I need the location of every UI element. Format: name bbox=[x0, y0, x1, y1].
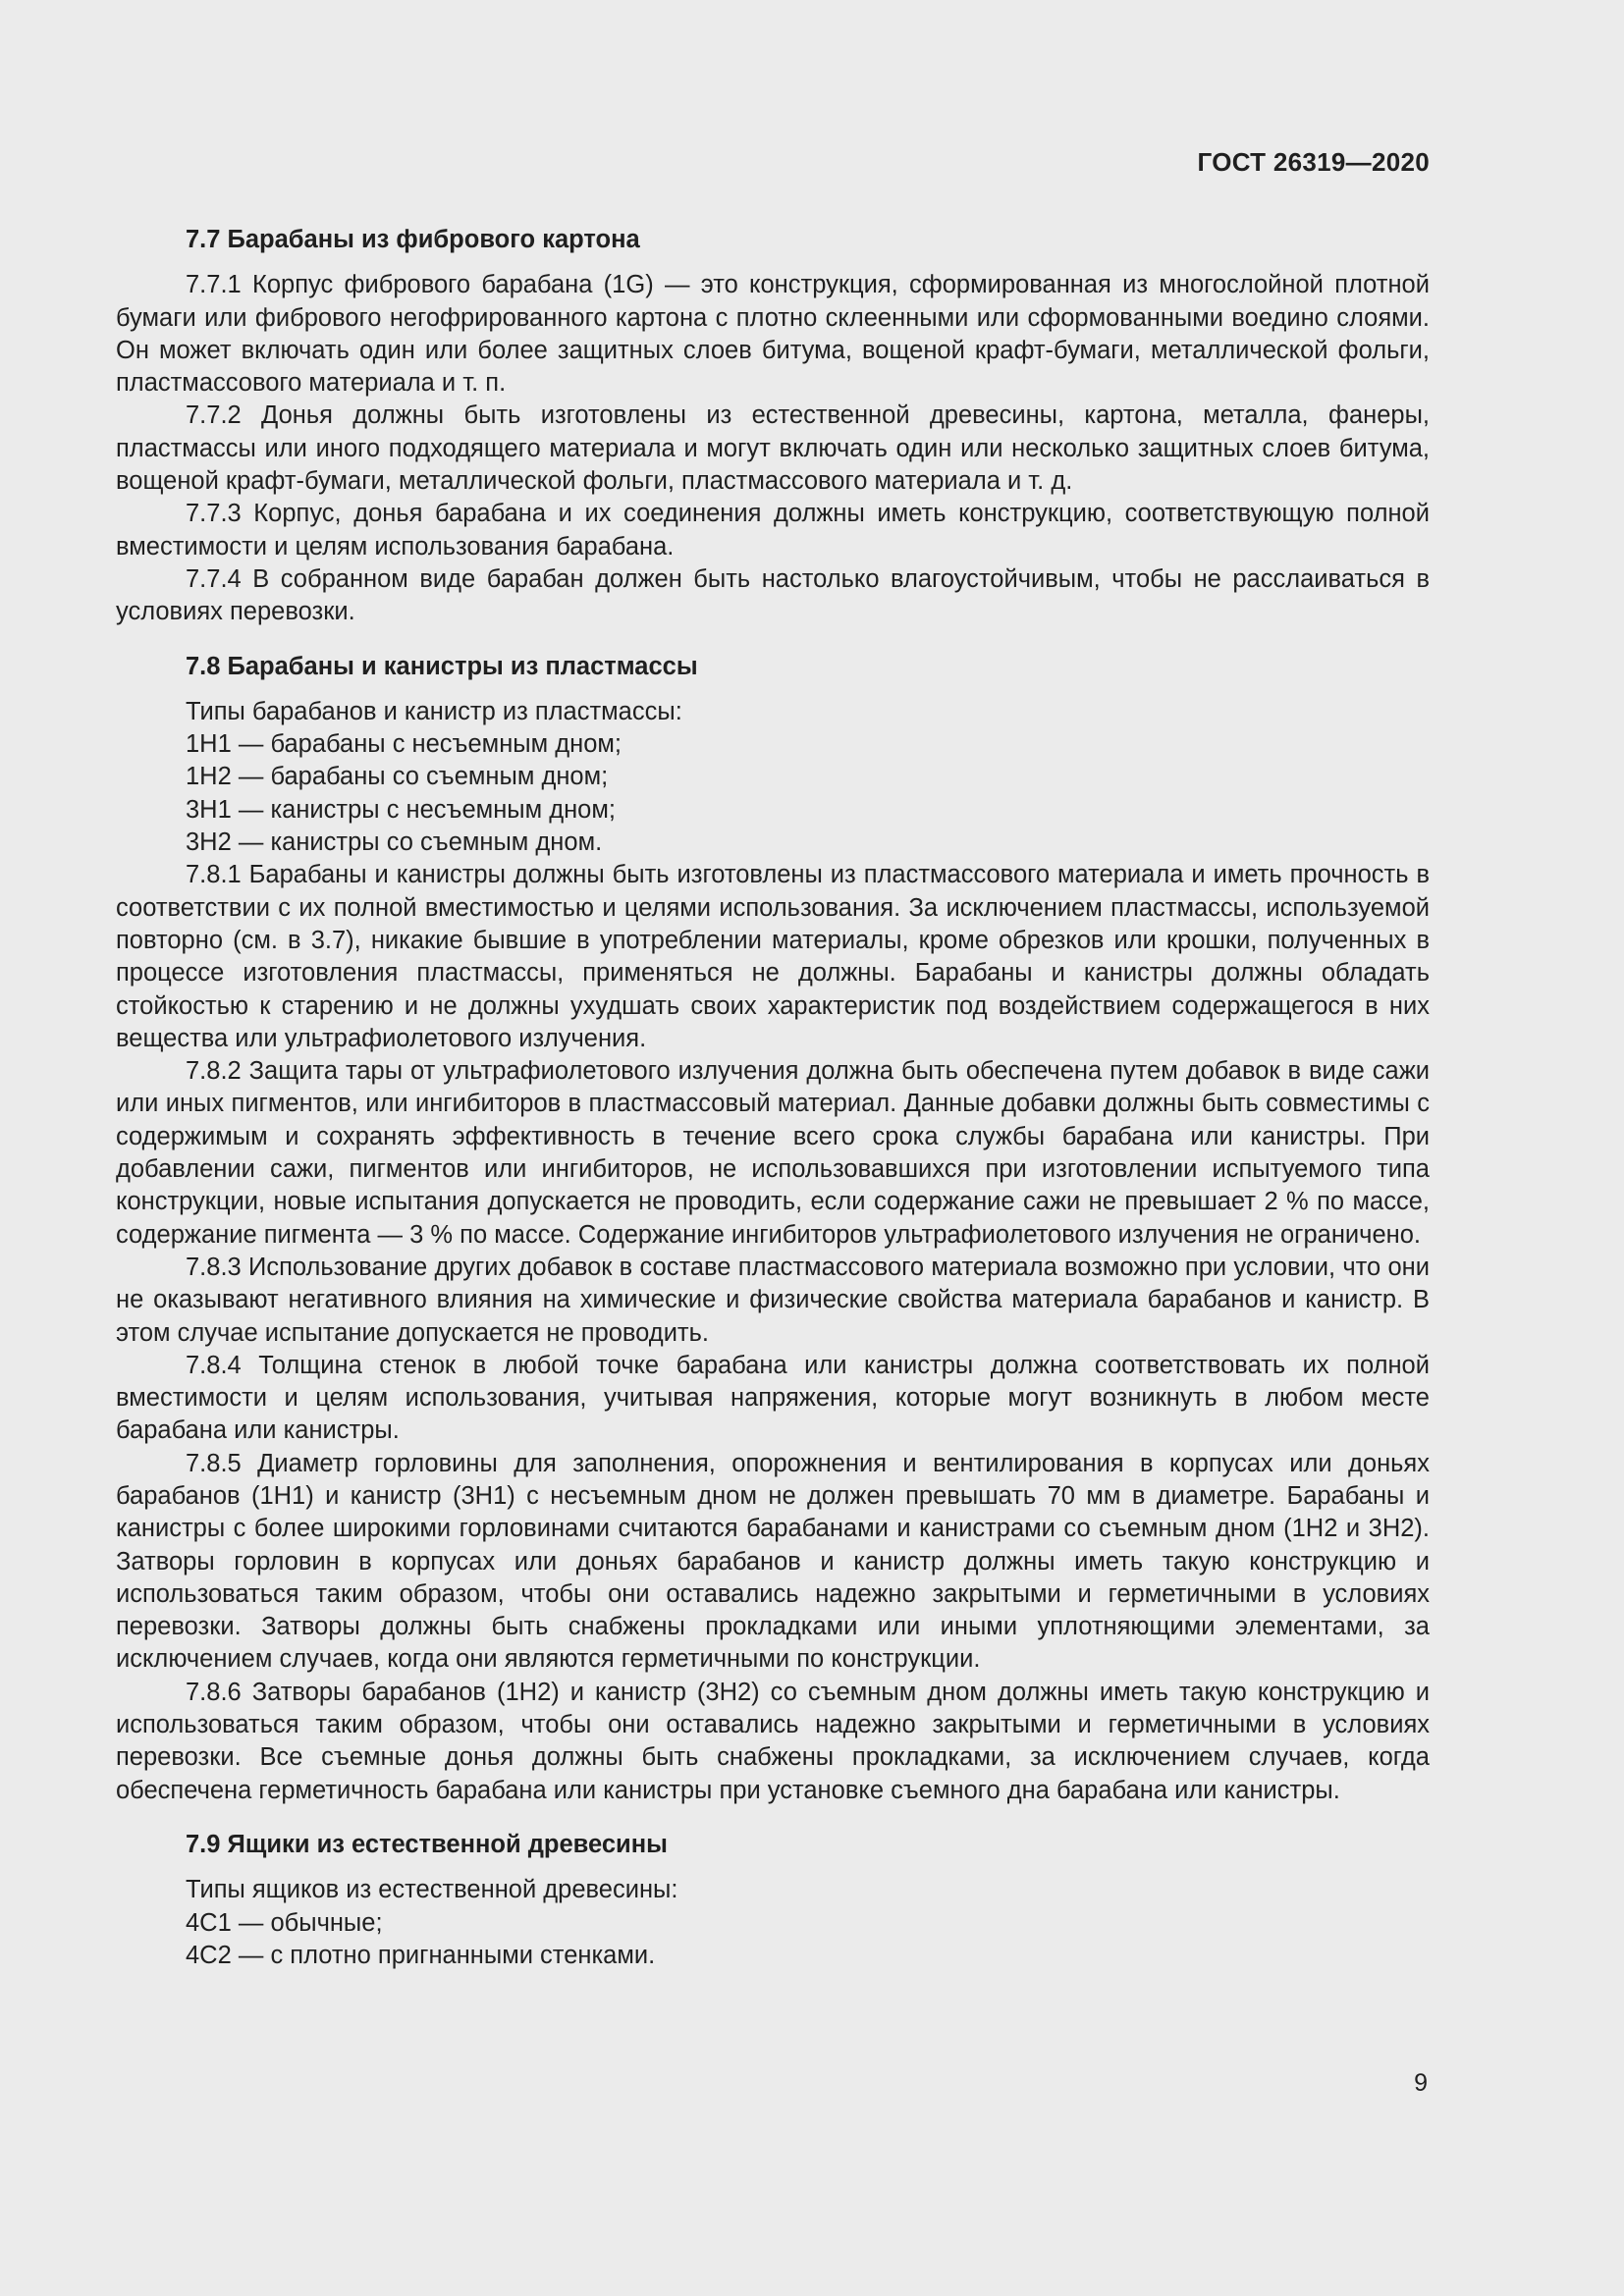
paragraph-7-8-1: 7.8.1 Барабаны и канистры должны быть изготовлены из пластмассового материала и иметь прочность в соответствии с их полной вместимостью и целями использования. За исключением пластмассы, используемой повторно (см. в 3.7), никакие бывшие в употреблении материалы, кроме обрезков или крошки, полученных в процессе изготовления пластмассы, применяться не должны. Барабаны и канистры должны обладать стойкостью к старению и не должны ухудшать своих характеристик под воздействием содержащегося в них вещества или ультрафиолетового излучения. bbox=[116, 861, 1430, 1052]
paragraph-7-8-5: 7.8.5 Диаметр горловины для заполнения, опорожнения и вентилирования в корпусах или доньях барабанов (1H1) и канистр (3H1) с несъемным дном не должен превышать 70 мм в диаметре. Барабаны и канистры с более широкими горловинами считаются барабанами и канистрами со съемным дном (1H2 и 3H2). Затворы горловин в корпусах или доньях барабанов и канистр должны иметь такую конструкцию и использоваться таким образом, чтобы они оставались надежно закрытыми и герметичными в условиях перевозки. Затворы должны быть снабжены прокладками или иными уплотняющими элементами, за исключением случаев, когда они являются герметичными по конструкции. bbox=[116, 1449, 1430, 1674]
paragraph-7-7-3: 7.7.3 Корпус, донья барабана и их соединения должны иметь конструкцию, соответствующую полной вместимости и целям использования барабана. bbox=[116, 500, 1430, 561]
paragraph-7-7-2: 7.7.2 Донья должны быть изготовлены из естественной древесины, картона, металла, фанеры, пластмассы или иного подходящего материала и могут включать один или несколько защитных слоев битума, вощеной крафт-бумаги, металлической фольги, пластмассового материала и т. д. bbox=[116, 401, 1430, 496]
section-7-8-heading: 7.8 Барабаны и канистры из пластмассы bbox=[186, 652, 698, 680]
paragraph-7-8-6: 7.8.6 Затворы барабанов (1H2) и канистр (3H2) со съемным дном должны иметь такую конструкцию и использоваться таким образом, чтобы они оставались надежно закрытыми и герметичными в условиях перевозки. Все съемные донья должны быть снабжены прокладками, за исключением случаев, когда обеспечена герметичность барабана или канистры при установке съемного дна барабана или канистры. bbox=[116, 1678, 1430, 1804]
type-item-1h1: 1H1 — барабаны с несъемным дном; bbox=[186, 730, 622, 759]
page-number: 9 bbox=[1414, 2069, 1428, 2097]
type-item-1h2: 1H2 — барабаны со съемным дном; bbox=[186, 763, 609, 791]
paragraph-7-7-1: 7.7.1 Корпус фибрового барабана (1G) — это конструкция, сформированная из многослойной плотной бумаги или фибрового негофрированного картона с плотно склеенными или сформованными воедино слоями. Он может включать один или более защитных слоев битума, вощеной крафт-бумаги, металлической фольги, пластмассового материала и т. п. bbox=[116, 271, 1430, 398]
document-body bbox=[116, 224, 1430, 1972]
types-intro-7-9: Типы ящиков из естественной древесины: bbox=[186, 1876, 678, 1904]
standard-header: ГОСТ 26319—2020 bbox=[1197, 147, 1430, 177]
types-intro-7-8: Типы барабанов и канистр из пластмассы: bbox=[186, 697, 682, 725]
section-7-7-heading: 7.7 Барабаны из фибрового картона bbox=[186, 226, 640, 253]
type-item-3h1: 3H1 — канистры с несъемным дном; bbox=[186, 795, 616, 824]
paragraph-7-8-3: 7.8.3 Использование других добавок в составе пластмассового материала возможно при условии, что они не оказывают негативного влияния на химические и физические свойства материала барабанов и канистр. В этом случае испытание допускается не проводить. bbox=[116, 1253, 1430, 1347]
paragraph-7-7-4: 7.7.4 В собранном виде барабан должен быть настолько влагоустойчивым, чтобы не расслаиваться в условиях перевозки. bbox=[116, 564, 1430, 626]
type-item-3h2: 3H2 — канистры со съемным дном. bbox=[186, 828, 603, 857]
paragraph-7-8-2: 7.8.2 Защита тары от ультрафиолетового излучения должна быть обеспечена путем добавок в виде сажи или иных пигментов, или ингибиторов в пластмассовый материал. Данные добавки должны быть совместимы с содержимым и сохранять эффективность в течение всего срока службы барабана или канистры. При добавлении сажи, пигментов или ингибиторов, не использовавшихся при изготовлении испытуемого типа конструкции, новые испытания допускается не проводить, если содержание сажи не превышает 2 % по массе, содержание пигмента — 3 % по массе. Содержание ингибиторов ультрафиолетового излучения не ограничено. bbox=[116, 1057, 1430, 1249]
type-item-4c2: 4C2 — с плотно пригнанными стенками. bbox=[186, 1941, 656, 1969]
type-item-4c1: 4C1 — обычные; bbox=[186, 1908, 383, 1937]
paragraph-7-8-4: 7.8.4 Толщина стенок в любой точке барабана или канистры должна соответствовать их полной вместимости и целям использования, учитывая напряжения, которые могут возникнуть в любом месте барабана или канистры. bbox=[116, 1351, 1430, 1445]
section-7-9-heading: 7.9 Ящики из естественной древесины bbox=[186, 1830, 668, 1858]
